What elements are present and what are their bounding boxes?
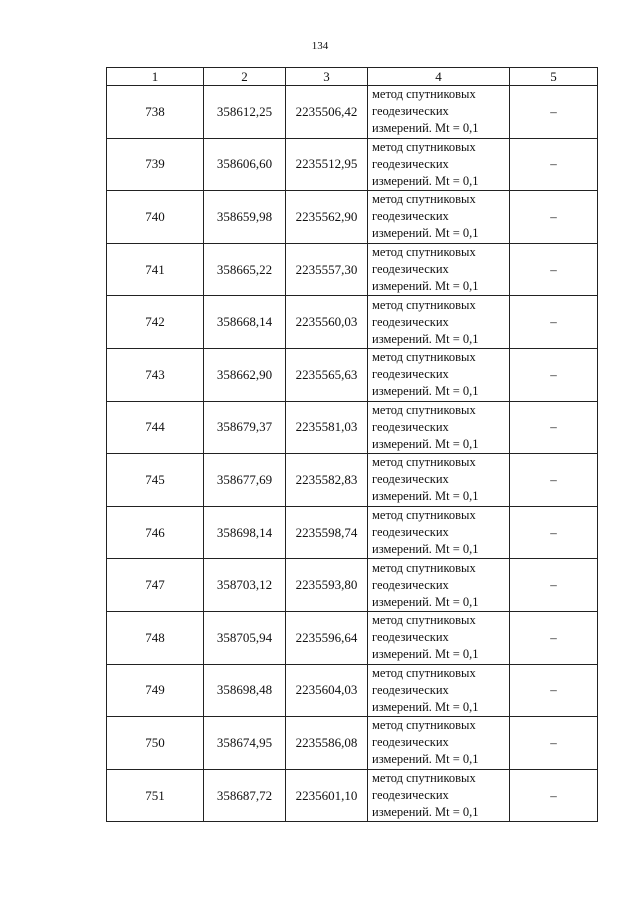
method-line: метод спутниковых — [372, 613, 476, 628]
method-cell — [368, 611, 510, 664]
x-coordinate-cell: 358703,12 — [204, 559, 286, 612]
method-line: метод спутниковых — [372, 87, 476, 102]
table-row — [107, 717, 598, 770]
table-row — [107, 611, 598, 664]
y-coordinate-cell: 2235582,83 — [286, 454, 368, 507]
method-line: метод спутниковых — [372, 771, 476, 786]
x-coordinate-cell: 358665,22 — [204, 243, 286, 296]
x-coordinate-cell: 358674,95 — [204, 717, 286, 770]
point-id-cell: 751 — [107, 769, 204, 822]
y-coordinate-cell: 2235560,03 — [286, 296, 368, 349]
method-line: измерений. Mt = 0,1 — [372, 173, 479, 188]
column-5-cell: – — [510, 506, 598, 559]
header-col-3: 3 — [286, 68, 368, 86]
table-header — [107, 68, 598, 86]
method-line: измерений. Mt = 0,1 — [372, 489, 479, 504]
method-line: метод спутниковых — [372, 139, 476, 154]
method-line: геодезических — [372, 577, 449, 592]
method-line: измерений. Mt = 0,1 — [372, 279, 479, 294]
method-cell — [368, 86, 510, 139]
method-line: измерений. Mt = 0,1 — [372, 542, 479, 557]
table-row — [107, 769, 598, 822]
point-id-cell: 740 — [107, 191, 204, 244]
column-5-cell: – — [510, 611, 598, 664]
method-line: метод спутниковых — [372, 297, 476, 312]
table-row — [107, 559, 598, 612]
y-coordinate-cell: 2235562,90 — [286, 191, 368, 244]
x-coordinate-cell: 358679,37 — [204, 401, 286, 454]
column-5-cell: – — [510, 401, 598, 454]
point-id-cell: 738 — [107, 86, 204, 139]
method-cell — [368, 243, 510, 296]
method-line: геодезических — [372, 472, 449, 487]
column-5-cell: – — [510, 769, 598, 822]
method-cell — [368, 191, 510, 244]
x-coordinate-cell: 358606,60 — [204, 138, 286, 191]
x-coordinate-cell: 358612,25 — [204, 86, 286, 139]
method-line: измерений. Mt = 0,1 — [372, 647, 479, 662]
method-line: метод спутниковых — [372, 245, 476, 260]
table-row — [107, 454, 598, 507]
y-coordinate-cell: 2235598,74 — [286, 506, 368, 559]
method-line: измерений. Mt = 0,1 — [372, 331, 479, 346]
column-5-cell: – — [510, 559, 598, 612]
method-line: геодезических — [372, 682, 449, 697]
method-cell — [368, 559, 510, 612]
x-coordinate-cell: 358662,90 — [204, 348, 286, 401]
table-row — [107, 348, 598, 401]
method-line: метод спутниковых — [372, 718, 476, 733]
y-coordinate-cell: 2235557,30 — [286, 243, 368, 296]
table-row — [107, 138, 598, 191]
table-row — [107, 664, 598, 717]
method-line: геодезических — [372, 156, 449, 171]
point-id-cell: 742 — [107, 296, 204, 349]
method-cell — [368, 506, 510, 559]
y-coordinate-cell: 2235593,80 — [286, 559, 368, 612]
column-5-cell: – — [510, 86, 598, 139]
y-coordinate-cell: 2235512,95 — [286, 138, 368, 191]
table-row — [107, 506, 598, 559]
method-line: измерений. Mt = 0,1 — [372, 752, 479, 767]
point-id-cell: 741 — [107, 243, 204, 296]
page-number: 134 — [311, 40, 329, 52]
table-body — [107, 86, 598, 822]
x-coordinate-cell: 358677,69 — [204, 454, 286, 507]
method-line: измерений. Mt = 0,1 — [372, 699, 479, 714]
method-line: метод спутниковых — [372, 192, 476, 207]
method-line: измерений. Mt = 0,1 — [372, 226, 479, 241]
column-5-cell: – — [510, 296, 598, 349]
column-5-cell: – — [510, 243, 598, 296]
x-coordinate-cell: 358668,14 — [204, 296, 286, 349]
point-id-cell: 744 — [107, 401, 204, 454]
method-line: измерений. Mt = 0,1 — [372, 121, 479, 136]
method-cell — [368, 664, 510, 717]
method-cell — [368, 769, 510, 822]
y-coordinate-cell: 2235581,03 — [286, 401, 368, 454]
method-line: метод спутниковых — [372, 665, 476, 680]
method-cell — [368, 296, 510, 349]
x-coordinate-cell: 358659,98 — [204, 191, 286, 244]
point-id-cell: 743 — [107, 348, 204, 401]
method-line: измерений. Mt = 0,1 — [372, 594, 479, 609]
method-line: измерений. Mt = 0,1 — [372, 436, 479, 451]
method-line: метод спутниковых — [372, 350, 476, 365]
method-cell — [368, 348, 510, 401]
table-row — [107, 296, 598, 349]
header-col-2: 2 — [204, 68, 286, 86]
method-line: геодезических — [372, 419, 449, 434]
column-5-cell: – — [510, 717, 598, 770]
table-row — [107, 243, 598, 296]
column-5-cell: – — [510, 138, 598, 191]
x-coordinate-cell: 358698,14 — [204, 506, 286, 559]
table-row — [107, 86, 598, 139]
y-coordinate-cell: 2235586,08 — [286, 717, 368, 770]
table-row — [107, 401, 598, 454]
point-id-cell: 745 — [107, 454, 204, 507]
method-cell — [368, 401, 510, 454]
coordinates-table — [106, 67, 598, 822]
method-line: геодезических — [372, 209, 449, 224]
method-cell — [368, 717, 510, 770]
column-5-cell: – — [510, 191, 598, 244]
table-row — [107, 191, 598, 244]
x-coordinate-cell: 358698,48 — [204, 664, 286, 717]
point-id-cell: 748 — [107, 611, 204, 664]
method-line: метод спутниковых — [372, 560, 476, 575]
header-col-5: 5 — [510, 68, 598, 86]
method-line: геодезических — [372, 630, 449, 645]
point-id-cell: 749 — [107, 664, 204, 717]
y-coordinate-cell: 2235601,10 — [286, 769, 368, 822]
header-col-1: 1 — [107, 68, 204, 86]
point-id-cell: 750 — [107, 717, 204, 770]
y-coordinate-cell: 2235506,42 — [286, 86, 368, 139]
method-line: метод спутниковых — [372, 402, 476, 417]
x-coordinate-cell: 358705,94 — [204, 611, 286, 664]
column-5-cell: – — [510, 664, 598, 717]
header-col-4: 4 — [368, 68, 510, 86]
method-line: геодезических — [372, 367, 449, 382]
method-line: геодезических — [372, 788, 449, 803]
point-id-cell: 739 — [107, 138, 204, 191]
method-line: геодезических — [372, 735, 449, 750]
method-line: геодезических — [372, 262, 449, 277]
y-coordinate-cell: 2235565,63 — [286, 348, 368, 401]
y-coordinate-cell: 2235604,03 — [286, 664, 368, 717]
method-cell — [368, 138, 510, 191]
column-5-cell: – — [510, 348, 598, 401]
method-line: измерений. Mt = 0,1 — [372, 805, 479, 820]
point-id-cell: 746 — [107, 506, 204, 559]
method-line: геодезических — [372, 525, 449, 540]
method-line: измерений. Mt = 0,1 — [372, 384, 479, 399]
x-coordinate-cell: 358687,72 — [204, 769, 286, 822]
column-5-cell: – — [510, 454, 598, 507]
method-line: метод спутниковых — [372, 455, 476, 470]
method-line: геодезических — [372, 314, 449, 329]
header-row — [107, 68, 598, 86]
method-line: метод спутниковых — [372, 508, 476, 523]
y-coordinate-cell: 2235596,64 — [286, 611, 368, 664]
method-cell — [368, 454, 510, 507]
method-line: геодезических — [372, 104, 449, 119]
point-id-cell: 747 — [107, 559, 204, 612]
